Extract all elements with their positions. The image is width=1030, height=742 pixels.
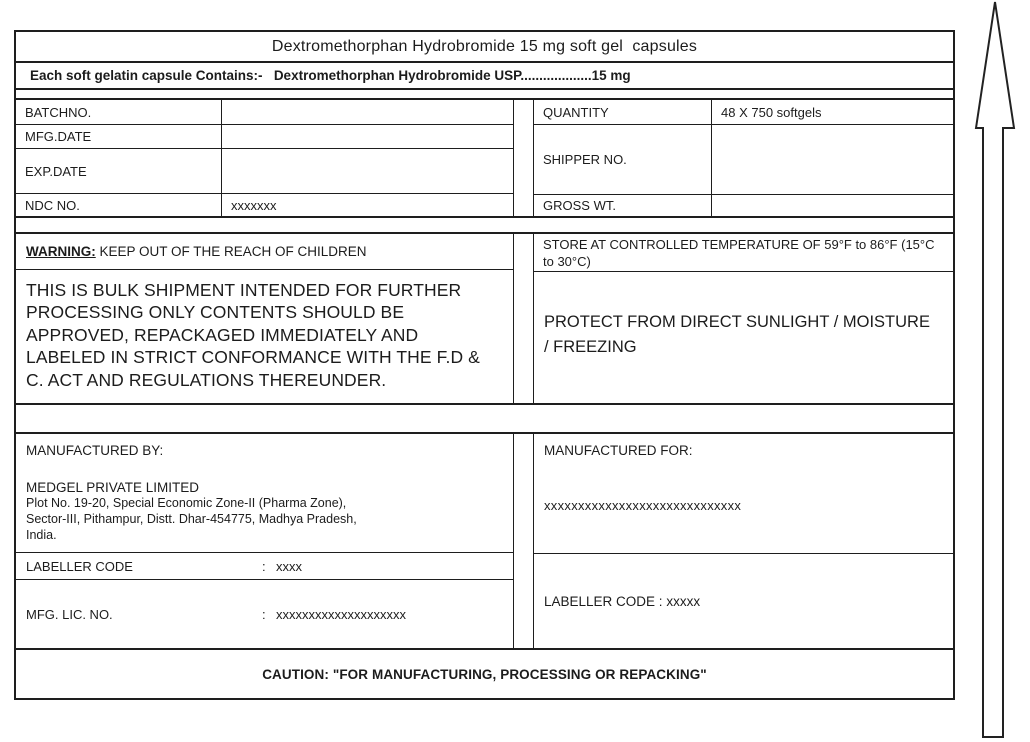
manufactured-by-heading: MANUFACTURED BY: bbox=[26, 443, 164, 458]
expdate-value bbox=[222, 149, 513, 193]
mfgdate-label: MFG.DATE bbox=[16, 125, 222, 148]
protect-notice: PROTECT FROM DIRECT SUNLIGHT / MOISTURE / FREEZING bbox=[544, 313, 930, 356]
grosswt-label: GROSS WT. bbox=[534, 195, 712, 216]
storage-section bbox=[534, 234, 953, 403]
table-row bbox=[16, 194, 513, 216]
labeller-code-label: LABELLER CODE bbox=[544, 593, 656, 609]
quantity-label: QUANTITY bbox=[534, 100, 712, 124]
manufactured-by-section bbox=[16, 434, 513, 648]
colon-separator: : bbox=[262, 558, 266, 574]
manufacturer-address-line: Sector-III, Pithampur, Distt. Dhar-454775, Madhya Pradesh, bbox=[26, 512, 357, 526]
manufactured-for-section bbox=[534, 434, 953, 648]
manufactured-for-value: xxxxxxxxxxxxxxxxxxxxxxxxxxxxx bbox=[544, 498, 742, 513]
manufacturer-company: MEDGEL PRIVATE LIMITED bbox=[26, 480, 200, 495]
composition-prefix: Each soft gelatin capsule Contains:- bbox=[30, 68, 263, 83]
manufacturer-address-line: Plot No. 19-20, Special Economic Zone-II (Pharma Zone), bbox=[26, 496, 347, 510]
table-row bbox=[16, 125, 513, 149]
batch-shipping-block bbox=[16, 98, 953, 218]
table-row bbox=[534, 100, 953, 125]
warning-row bbox=[16, 234, 513, 270]
expdate-label: EXP.DATE bbox=[16, 149, 222, 193]
composition-spacer bbox=[263, 68, 274, 83]
batchno-value bbox=[222, 100, 513, 124]
table-row bbox=[534, 195, 953, 216]
table-row bbox=[16, 149, 513, 194]
batch-table bbox=[16, 100, 513, 216]
storage-temperature: STORE AT CONTROLLED TEMPERATURE OF 59°F to 86°F (15°C to 30°C) bbox=[534, 234, 953, 272]
warning-storage-block bbox=[16, 232, 953, 405]
shipper-label: SHIPPER NO. bbox=[534, 125, 712, 194]
manufacturer-block bbox=[16, 432, 953, 648]
composition-row bbox=[16, 61, 953, 90]
labeller-code-left-row bbox=[16, 553, 513, 580]
up-arrow-shape bbox=[970, 0, 1020, 742]
shipping-table bbox=[534, 100, 953, 216]
warning-section bbox=[16, 234, 513, 403]
table-row bbox=[16, 100, 513, 125]
quantity-value: 48 X 750 softgels bbox=[721, 104, 822, 120]
page-title: Dextromethorphan Hydrobromide 15 mg soft gel capsules bbox=[271, 37, 698, 55]
composition-ingredient: Dextromethorphan Hydrobromide USP...................15 mg bbox=[273, 68, 631, 83]
center-gutter bbox=[513, 100, 534, 216]
grosswt-value bbox=[712, 195, 953, 216]
warning-heading: WARNING: bbox=[26, 244, 96, 259]
manufactured-for-heading: MANUFACTURED FOR: bbox=[544, 443, 693, 458]
ndc-label: NDC NO. bbox=[16, 194, 222, 216]
labeller-code-label: LABELLER CODE bbox=[26, 558, 133, 574]
caution-row: CAUTION: "FOR MANUFACTURING, PROCESSING OR REPACKING" bbox=[16, 648, 953, 698]
pharma-label bbox=[14, 30, 955, 700]
mfg-lic-row bbox=[16, 580, 513, 648]
manufacturer-address-line: India. bbox=[26, 528, 57, 542]
center-gutter bbox=[513, 234, 534, 403]
mfg-lic-label: MFG. LIC. NO. bbox=[26, 606, 113, 622]
mfg-lic-value: xxxxxxxxxxxxxxxxxxxx bbox=[276, 606, 406, 622]
center-gutter bbox=[513, 434, 534, 648]
labeller-code-right-row bbox=[534, 554, 953, 648]
colon-separator: : bbox=[655, 593, 667, 609]
manufactured-by-area bbox=[16, 434, 513, 553]
bulk-shipment-notice: THIS IS BULK SHIPMENT INTENDED FOR FURTHER PROCESSING ONLY CONTENTS SHOULD BE APPROVED, REPACKAGED IMMEDIATELY AND LABELED IN STRICT CONFORMANCE WITH THE F.D & C. ACT AND REGULATIONS THEREUNDER. bbox=[26, 280, 480, 390]
manufactured-for-area bbox=[534, 434, 953, 554]
warning-text: KEEP OUT OF THE REACH OF CHILDREN bbox=[95, 244, 367, 259]
colon-separator: : bbox=[262, 606, 266, 622]
labeller-code-value: xxxxx bbox=[666, 593, 701, 609]
labeller-code-value: xxxx bbox=[276, 558, 302, 574]
ndc-value: xxxxxxx bbox=[231, 197, 277, 213]
table-row bbox=[534, 125, 953, 195]
batchno-label: BATCHNO. bbox=[16, 100, 222, 124]
shipper-value bbox=[712, 125, 953, 194]
mfgdate-value bbox=[222, 125, 513, 148]
